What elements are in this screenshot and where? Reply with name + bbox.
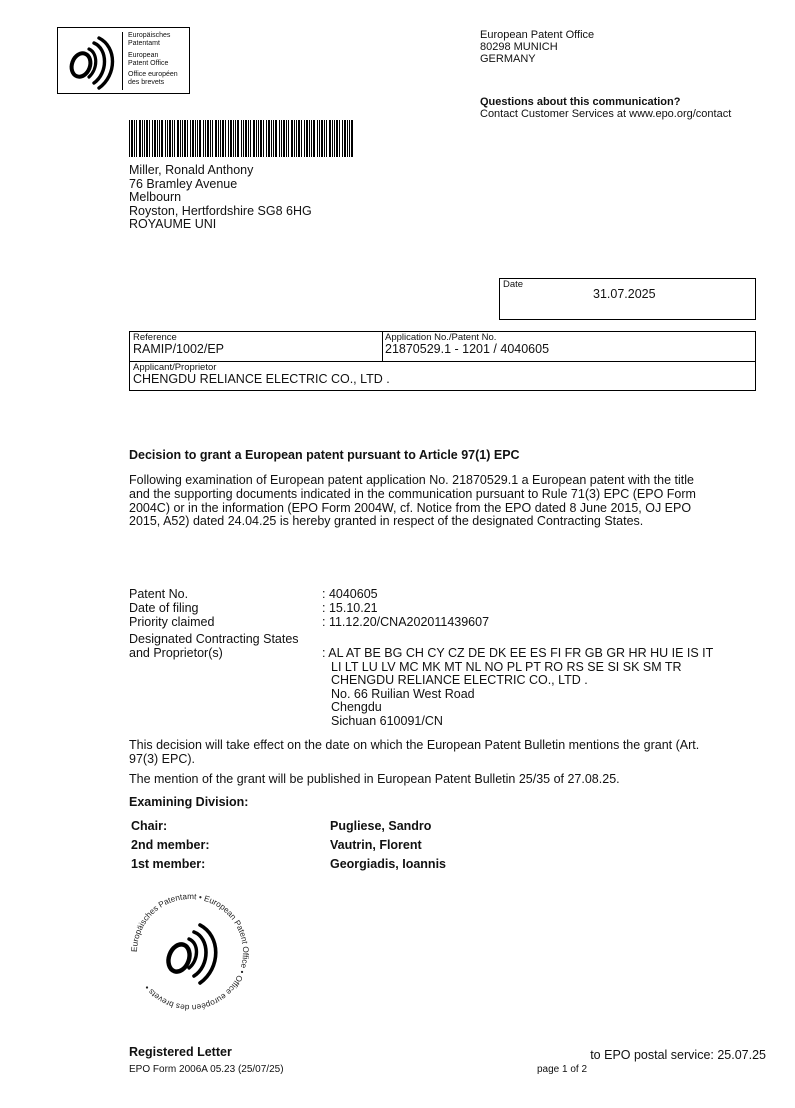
barcode-bar <box>351 120 353 157</box>
filing-value: : 15.10.21 <box>322 601 378 615</box>
barcode-bar <box>275 120 277 157</box>
reference-cell <box>133 333 224 356</box>
barcode-bar <box>279 120 280 157</box>
barcode-bar <box>256 120 257 157</box>
barcode-bar <box>144 120 145 157</box>
patent-no-label: Patent No. <box>129 587 189 601</box>
barcode-bar <box>230 120 232 157</box>
recipient-address <box>129 164 312 232</box>
member-name: Vautrin, Florent <box>330 838 422 852</box>
barcode-bar <box>215 120 217 157</box>
barcode-bar <box>237 120 239 157</box>
member-role: 2nd member: <box>131 838 210 852</box>
office-address <box>480 29 594 65</box>
date-value: 31.07.2025 <box>593 287 656 301</box>
barcode-bar <box>187 120 188 157</box>
barcode-bar <box>263 120 264 157</box>
barcode-bar <box>222 120 224 157</box>
states-line: : AL AT BE BG CH CY CZ DE DK EE ES FI FR GB GR HR HU IE IS IT <box>322 646 714 660</box>
barcode-bar <box>260 120 262 157</box>
states-line: LI LT LU LV MC MK MT NL NO PL PT RO RS SE SI SK SM TR <box>331 659 682 674</box>
designated-states <box>322 647 713 729</box>
barcode-bar <box>311 120 312 157</box>
barcode-bar <box>184 120 186 157</box>
applicant-value: CHENGDU RELIANCE ELECTRIC CO., LTD . <box>133 372 390 386</box>
date-box <box>499 278 756 320</box>
recipient-line: Miller, Ronald Anthony <box>129 163 254 177</box>
form-number: EPO Form 2006A 05.23 (25/07/25) <box>129 1064 284 1075</box>
barcode <box>129 120 356 157</box>
barcode-bar <box>288 120 289 157</box>
recipient-line: Melbourn <box>129 190 182 204</box>
application-value: 21870529.1 - 1201 / 4040605 <box>385 342 550 356</box>
barcode-bar <box>172 120 173 157</box>
barcode-bar <box>220 120 221 157</box>
member-role: 1st member: <box>131 857 206 871</box>
barcode-bar <box>182 120 183 157</box>
barcode-bar <box>283 120 285 157</box>
barcode-bar <box>210 120 211 157</box>
recipient-line: Royston, Hertfordshire SG8 6HG <box>129 203 312 218</box>
proprietor-line: CHENGDU RELIANCE ELECTRIC CO., LTD . <box>331 673 588 688</box>
barcode-bar <box>258 120 259 157</box>
barcode-bar <box>326 120 327 157</box>
proprietor-line: No. 66 Ruilian West Road <box>331 686 475 701</box>
barcode-bar <box>146 120 148 157</box>
decision-line: and the supporting documents indicated in the communication pursuant to Rule 71(3) EPC (EPO Form <box>129 486 696 501</box>
barcode-bar <box>235 120 236 157</box>
decision-line: Following examination of European patent application No. 21870529.1 a European patent with the title <box>129 473 694 487</box>
effect-line: 97(3) EPC). <box>129 751 195 766</box>
postal-service: to EPO postal service: 25.07.25 <box>590 1048 766 1062</box>
logo-line: Patent Office <box>128 59 169 67</box>
effect-line: This decision will take effect on the date on which the European Patent Bulletin mentions the grant (Art. <box>129 738 700 752</box>
reference-divider <box>382 332 383 361</box>
barcode-bar <box>245 120 247 157</box>
questions-title: Questions about this communication? <box>480 96 681 108</box>
barcode-bar <box>165 120 166 157</box>
office-line: GERMANY <box>480 53 536 65</box>
states-label-1: Designated Contracting States <box>129 632 299 646</box>
date-label: Date <box>503 279 524 290</box>
barcode-bar <box>192 120 194 157</box>
examining-title: Examining Division: <box>129 795 249 809</box>
seal-ring-text: Europäisches Patentamt • European Patent Office • Office européen des brevets • <box>129 891 251 1013</box>
effect-text <box>129 739 759 767</box>
page-number: page 1 of 2 <box>537 1064 588 1075</box>
barcode-bar <box>248 120 249 157</box>
decision-line: 2015, A52) dated 24.04.25 is hereby granted in respect of the designated Contracting States. <box>129 514 644 529</box>
barcode-bar <box>344 120 346 157</box>
barcode-bar <box>296 120 297 157</box>
application-label: Application No./Patent No. <box>385 332 497 343</box>
office-line: European Patent Office <box>480 29 595 41</box>
barcode-bar <box>271 120 272 157</box>
decision-line: 2004C) or in the information (EPO Form 2004W, cf. Notice from the EPO dated 8 June 2015, OJ EPO <box>129 500 692 515</box>
barcode-bar <box>321 120 323 157</box>
patent-no-value: : 4040605 <box>322 587 378 601</box>
epo-logo <box>57 27 190 94</box>
barcode-bar <box>253 120 255 157</box>
barcode-bar <box>218 120 219 157</box>
barcode-bar <box>203 120 204 157</box>
application-cell <box>385 333 549 356</box>
logo-line: Europäisches <box>128 32 171 39</box>
examining-names <box>330 817 446 874</box>
reference-table <box>129 331 756 391</box>
logo-line: des brevets <box>128 79 165 87</box>
logo-line: European <box>128 51 159 59</box>
decision-title: Decision to grant a European patent pursuant to Article 97(1) EPC <box>129 448 520 462</box>
barcode-bar <box>304 120 305 157</box>
barcode-bar <box>266 120 267 157</box>
barcode-bar <box>205 120 206 157</box>
barcode-bar <box>342 120 343 157</box>
member-role: Chair: <box>131 819 168 833</box>
logo-text <box>128 32 178 88</box>
proprietor-line: Chengdu <box>331 700 382 715</box>
barcode-bar <box>154 120 156 157</box>
barcode-bar <box>152 120 153 157</box>
barcode-bar <box>298 120 300 157</box>
barcode-bar <box>225 120 226 157</box>
logo-line: Patentamt <box>128 40 160 48</box>
barcode-bar <box>243 120 244 157</box>
barcode-bar <box>197 120 198 157</box>
barcode-bar <box>195 120 196 157</box>
questions-block <box>480 96 731 120</box>
reference-value: RAMIP/1002/EP <box>133 342 225 356</box>
barcode-bar <box>169 120 171 157</box>
member-name: Pugliese, Sandro <box>330 819 432 833</box>
barcode-bar <box>167 120 168 157</box>
barcode-bar <box>177 120 179 157</box>
barcode-bar <box>291 120 293 157</box>
barcode-bar <box>319 120 320 157</box>
barcode-bar <box>329 120 331 157</box>
priority-value: : 11.12.20/CNA202011439607 <box>322 615 490 629</box>
applicant-cell <box>133 363 390 386</box>
barcode-bar <box>159 120 160 157</box>
barcode-bar <box>139 120 141 157</box>
recipient-line: 76 Bramley Avenue <box>129 176 238 191</box>
barcode-bar <box>273 120 274 157</box>
recipient-line: ROYAUME UNI <box>129 217 217 231</box>
barcode-bar <box>131 120 133 157</box>
barcode-bar <box>207 120 209 157</box>
filing-label: Date of filing <box>129 601 199 615</box>
states-label-2: and Proprietor(s) <box>129 646 223 660</box>
barcode-bar <box>149 120 150 157</box>
questions-text: Contact Customer Services at www.epo.org/contact <box>480 108 732 120</box>
barcode-bar <box>199 120 201 157</box>
barcode-bar <box>157 120 158 157</box>
barcode-bar <box>309 120 310 157</box>
barcode-bar <box>190 120 191 157</box>
proprietor-line: Sichuan 610091/CN <box>331 713 443 728</box>
barcode-bar <box>332 120 333 157</box>
member-name: Georgiadis, Ioannis <box>330 857 446 871</box>
barcode-bar <box>250 120 251 157</box>
barcode-bar <box>313 120 315 157</box>
barcode-bar <box>241 120 242 157</box>
mention-text: The mention of the grant will be published in European Patent Bulletin 25/35 of 27.08.25. <box>129 772 620 786</box>
barcode-bar <box>286 120 287 157</box>
registered-letter: Registered Letter <box>129 1045 232 1059</box>
barcode-bar <box>324 120 325 157</box>
examining-roles <box>131 817 210 874</box>
barcode-bar <box>339 120 340 157</box>
barcode-bar <box>336 120 338 157</box>
barcode-bar <box>334 120 335 157</box>
barcode-bar <box>161 120 163 157</box>
applicant-label: Applicant/Proprietor <box>133 362 217 373</box>
barcode-bar <box>136 120 137 157</box>
barcode-bar <box>281 120 282 157</box>
reference-label: Reference <box>133 332 177 343</box>
barcode-bar <box>301 120 302 157</box>
barcode-bar <box>129 120 130 157</box>
priority-label: Priority claimed <box>129 615 215 629</box>
barcode-bar <box>294 120 295 157</box>
barcode-bar <box>306 120 308 157</box>
seal-emblem-icon <box>165 925 216 983</box>
office-line: 80298 MUNICH <box>480 41 558 53</box>
barcode-bar <box>134 120 135 157</box>
barcode-bar <box>317 120 318 157</box>
barcode-bar <box>212 120 213 157</box>
barcode-bar <box>233 120 234 157</box>
barcode-bar <box>347 120 348 157</box>
barcode-bar <box>180 120 181 157</box>
barcode-bar <box>268 120 270 157</box>
logo-line: Office européen <box>128 71 178 79</box>
barcode-bar <box>142 120 143 157</box>
barcode-bar <box>349 120 350 157</box>
logo-divider <box>122 32 123 90</box>
epo-seal <box>126 888 254 1016</box>
barcode-bar <box>228 120 229 157</box>
barcode-bar <box>174 120 175 157</box>
decision-body <box>129 474 759 529</box>
epo-emblem-icon <box>64 31 120 91</box>
